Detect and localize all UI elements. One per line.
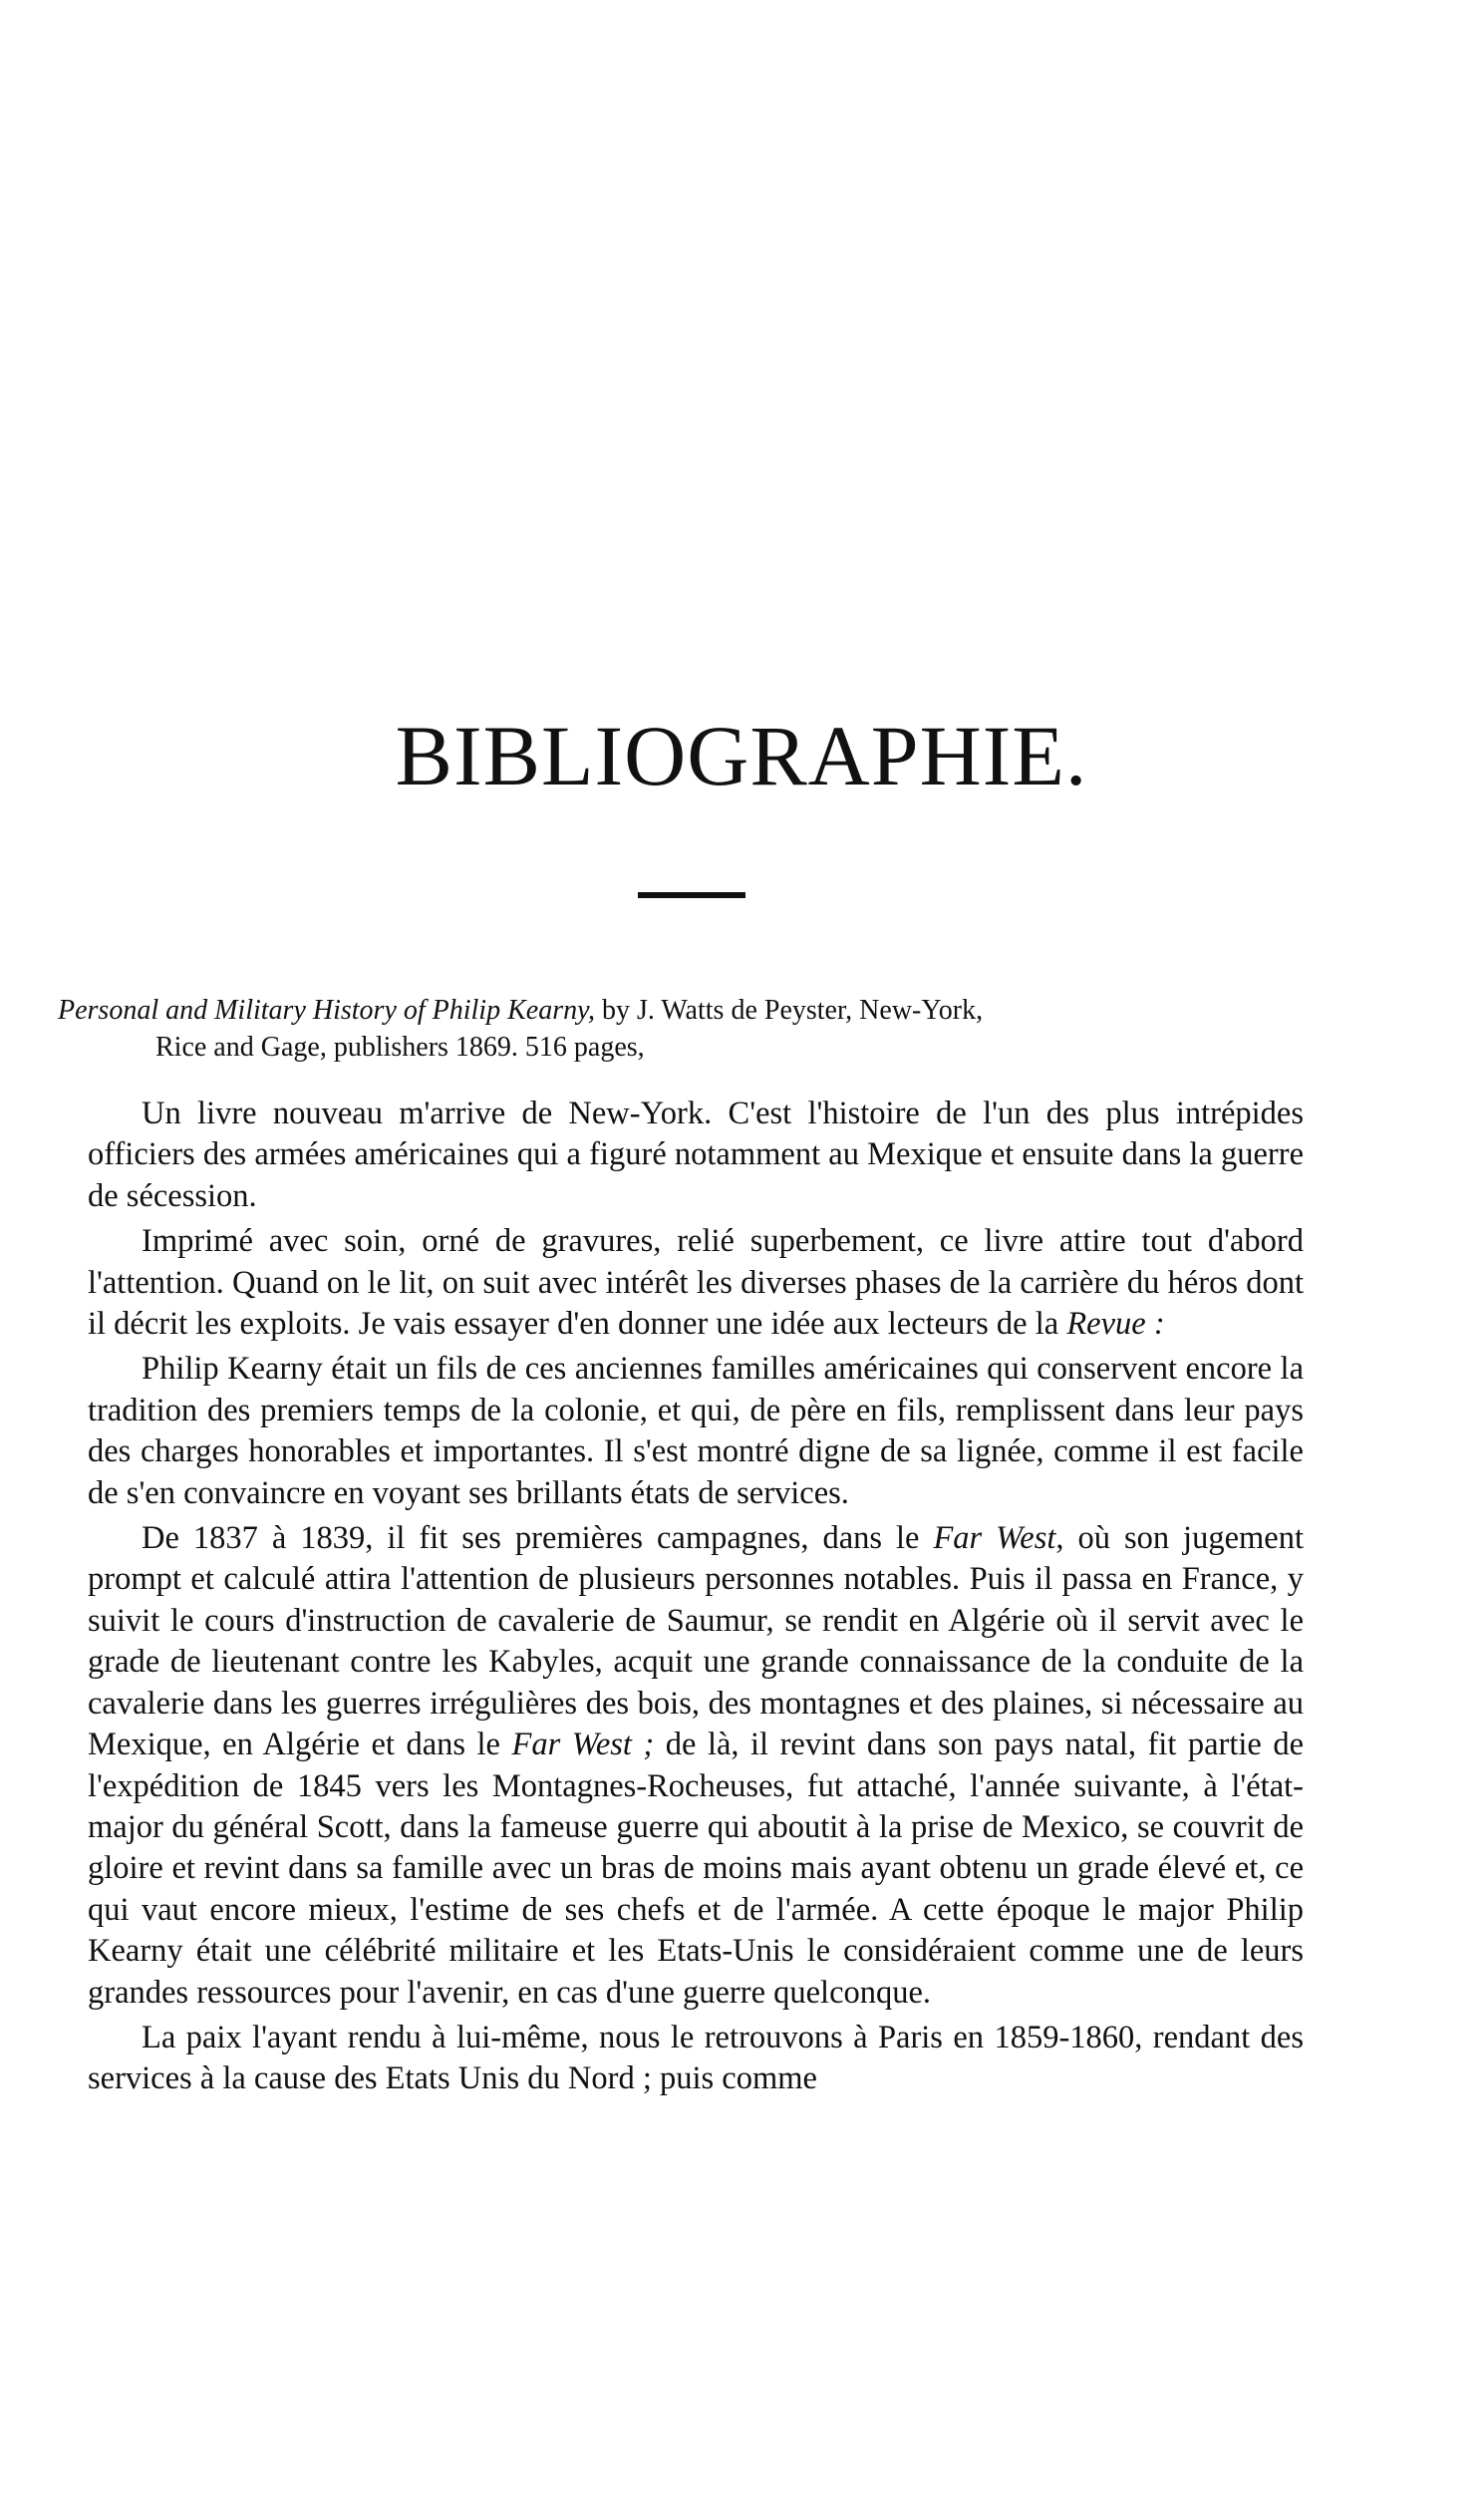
- paragraph-2-text: Imprimé avec soin, orné de gravures, relié superbement, ce livre attire tout d'abord l'attention. Quand on le lit, on suit avec intérêt les diverses phases de la carrière du héros dont il décrit les exploits. Je vais essayer d'en donner une idée aux lecteurs de la: [88, 1223, 1304, 1343]
- citation-publisher: Rice and Gage, publishers 1869. 516 pages,: [155, 1032, 645, 1063]
- paragraph-1: Un livre nouveau m'arrive de New-York. C'est l'histoire de l'un des plus intrépides officiers des armées américaines qui a figuré notamment au Mexique et ensuite dans la guerre de sécession.: [88, 1096, 1304, 1214]
- paragraph-4-text-b: , où son jugement prompt et calculé attira l'attention de plusieurs personnes notables. Puis il passa en France, y suivit le cours d'instruction de cavalerie de Saumur, se rendit en Algérie où il servit avec le grade de lieutenant contre les Kabyles, acquit une grande connaissance de la conduite de la cavalerie dans les guerres irrégulières des bois, des montagnes et des plaines, si nécessaire au Mexique, en Algérie et dans le: [88, 1520, 1304, 1763]
- paragraph-4-text-c: de là, il revint dans son pays natal, fit partie de l'expédition de 1845 vers les Montagnes-Rocheuses, fut attaché, l'année suivante, à l'état-major du général Scott, dans la fameuse guerre qui aboutit à la prise de Mexico, se couvrit de gloire et revint dans sa famille avec un bras de moins mais ayant obtenu un grade élevé et, ce qui vaut encore mieux, l'estime de ses chefs et de l'armée. A cette époque le major Philip Kearny était une célébrité militaire et les Etats-Unis le considéraient comme une de leurs grandes ressources pour l'avenir, en cas d'une guerre quelconque.: [88, 1727, 1305, 2011]
- article-body: [88, 1094, 1304, 2100]
- citation-book-title: Personal and Military History of Philip Kearny,: [58, 995, 595, 1026]
- paragraph-4-far-west-1: Far West: [933, 1520, 1056, 1557]
- paragraph-3: Philip Kearny était un fils de ces anciennes familles américaines qui conservent encore la tradition des premiers temps de la colonie, et qui, de père en fils, remplissent dans leur pays des charges honorables et importantes. Il s'est montré digne de sa lignée, comme il est facile de s'en convaincre en voyant ses brillants états de services.: [88, 1351, 1304, 1511]
- title-divider: [638, 892, 745, 898]
- paragraph-4: [88, 1518, 1304, 2014]
- book-citation: [58, 992, 1304, 1066]
- paragraph-5: La paix l'ayant rendu à lui-même, nous le retrouvons à Paris en 1859-1860, rendant des services à la cause des Etats Unis du Nord ; puis comme: [88, 2019, 1304, 2097]
- citation-author: by J. Watts de Peyster, New-York,: [594, 995, 984, 1026]
- paragraph-2-revue: Revue :: [1066, 1306, 1165, 1343]
- paragraph-4-text-a: De 1837 à 1839, il fit ses premières campagnes, dans le: [142, 1520, 934, 1557]
- paragraph-2: [88, 1221, 1304, 1345]
- paragraph-4-far-west-2: Far West ;: [511, 1727, 655, 1763]
- page-title: BIBLIOGRAPHIE.: [395, 708, 1088, 803]
